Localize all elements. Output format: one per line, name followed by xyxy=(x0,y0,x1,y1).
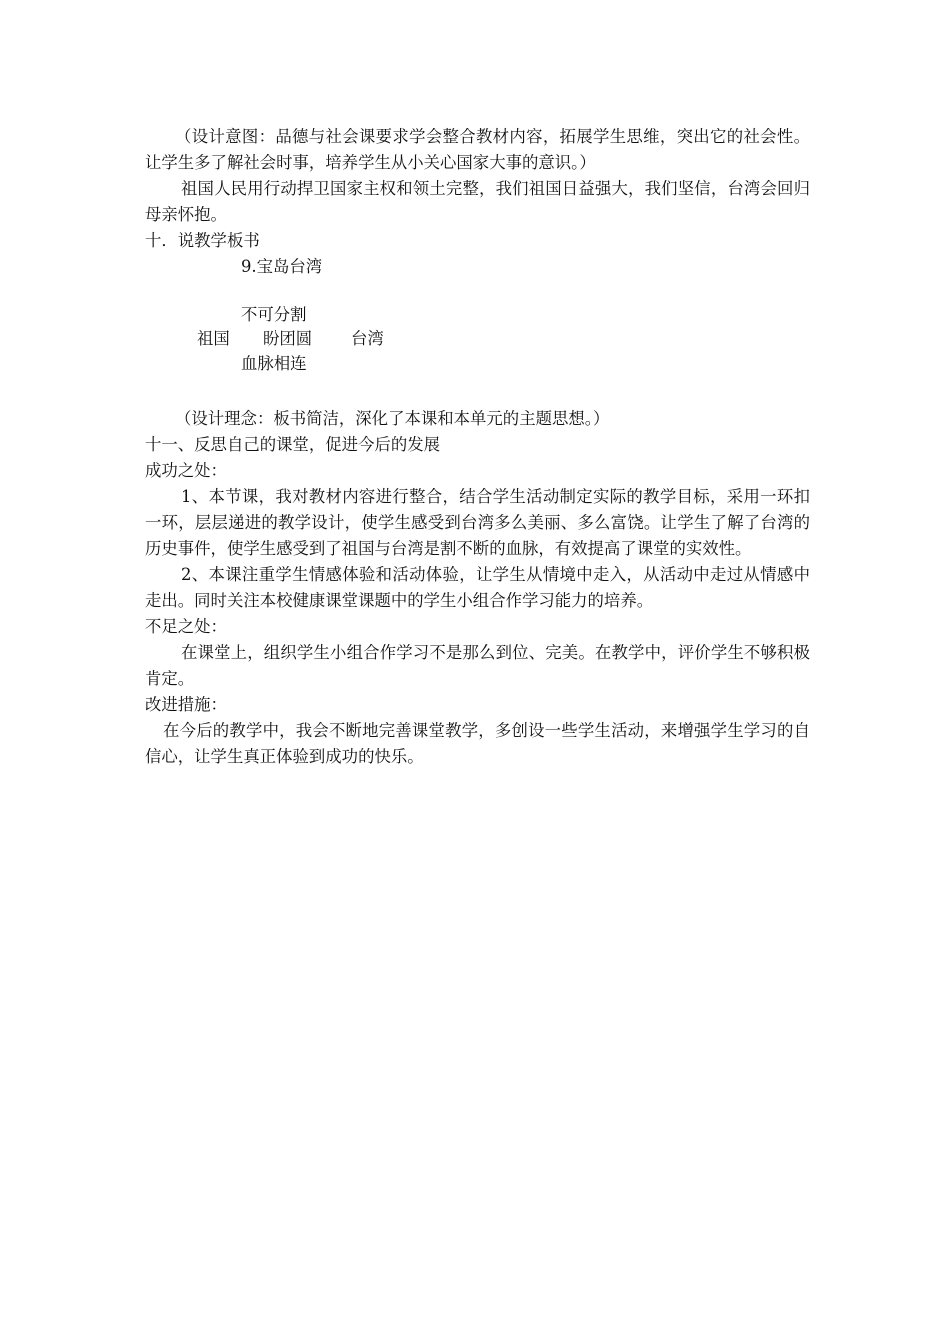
success-point-2: 2、本课注重学生情感体验和活动体验，让学生从情境中走入，从活动中走过从情感中走出。同时关注本校健康课堂课题中的学生小组合作学习能力的培养。 xyxy=(145,565,810,610)
conclusion-paragraph: 祖国人民用行动捍卫国家主权和领土完整，我们祖国日益强大，我们坚信，台湾会回归母亲怀抱。 xyxy=(145,179,810,224)
success-heading: 成功之处： xyxy=(145,461,227,480)
design-intent-paragraph: （设计意图：品德与社会课要求学会整合教材内容，拓展学生思维，突出它的社会性。让学生多了解社会时事，培养学生从小关心国家大事的意识。） xyxy=(145,127,810,172)
board-top-text: 不可分割 xyxy=(241,305,307,324)
blackboard-layout xyxy=(145,254,810,406)
design-concept-paragraph: （设计理念：板书简洁，深化了本课和本单元的主题思想。） xyxy=(175,409,610,428)
shortcoming-heading: 不足之处： xyxy=(145,617,227,636)
success-point-1: 1、本节课，我对教材内容进行整合，结合学生活动制定实际的教学目标，采用一环扣一环，层层递进的教学设计，使学生感受到台湾多么美丽、多么富饶。让学生了解了台湾的历史事件，使学生感受到了祖国与台湾是割不断的血脉，有效提高了课堂的实效性。 xyxy=(145,487,810,558)
section-eleven-heading: 十一、反思自己的课堂，促进今后的发展 xyxy=(145,435,441,454)
board-bottom-text: 血脉相连 xyxy=(241,354,307,373)
shortcoming-paragraph: 在课堂上，组织学生小组合作学习不是那么到位、完美。在教学中，评价学生不够积极肯定。 xyxy=(145,643,810,688)
board-left-text: 祖国 xyxy=(197,329,230,348)
document-body xyxy=(145,124,810,770)
board-title: 9.宝岛台湾 xyxy=(241,257,323,276)
improvement-paragraph: 在今后的教学中，我会不断地完善课堂教学，多创设一些学生活动，来增强学生学习的自信心，让学生真正体验到成功的快乐。 xyxy=(145,721,810,766)
improvement-heading: 改进措施： xyxy=(145,695,227,714)
board-middle-text: 盼团圆 xyxy=(263,329,313,348)
section-ten-heading: 十．说教学板书 xyxy=(145,231,260,250)
board-right-text: 台湾 xyxy=(351,329,384,348)
